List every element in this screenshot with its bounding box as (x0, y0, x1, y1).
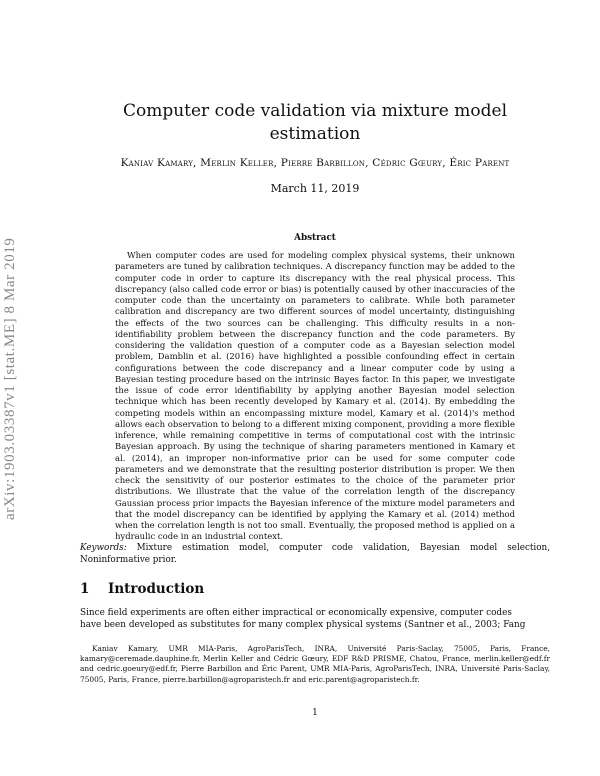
abstract-body: When computer codes are used for modeling complex physical systems, their unknown parameters are tuned by calibration techniques. A discrepancy function may be added to the computer code in order to capture its discrepancy with the real physical process. This discrepancy (also called code error or bias) is potentially caused by other inaccuracies of the computer code than the uncertainty on parameters to calibrate. While both parameter calibration and discrepancy are two different sources of model uncertainty, distinguishing the effects of the two sources can be challenging. This difficulty results in a non-identifiability problem between the discrepancy function and the code parameters. By considering the validation question of a computer code as a Bayesian selection model problem, Damblin et al. (2016) have highlighted a possible confounding effect in certain configurations between the code discrepancy and a linear computer code by using a Bayesian testing procedure based on the intrinsic Bayes factor. In this paper, we investigate the issue of code error identifiability by applying another Bayesian model selection technique which has been recently developed by Kamary et al. (2014). By embedding the competing models within an encompassing mixture model, Kamary et al. (2014)'s method allows each observation to belong to a different mixing component, providing a more flexible inference, while remaining competitive in terms of computational cost with the intrinsic Bayesian approach. By using the technique of sharing parameters mentioned in Kamary et al. (2014), an improper non-informative prior can be used for some computer code parameters and we demonstrate that the resulting posterior distribution is proper. We then check the sensitivity of our posterior estimates to the choice of the parameter prior distributions. We illustrate that the value of the correlation length of the discrepancy Gaussian process prior impacts the Bayesian inference of the mixture model parameters and that the model discrepancy can be identified by applying the Kamary et al. (2014) method when the correlation length is not too small. Eventually, the proposed method is applied on a hydraulic code in an industrial context. (115, 250, 515, 542)
abstract-heading: Abstract (294, 233, 336, 243)
introduction-body (80, 607, 550, 631)
keywords-label: Keywords: (80, 543, 127, 553)
keywords-paragraph (80, 542, 550, 566)
section-heading-introduction (80, 581, 204, 597)
publication-date: March 11, 2019 (270, 182, 360, 195)
page-number: 1 (312, 708, 318, 718)
author-list: Kaniav Kamary, Merlin Keller, Pierre Barbillon, Cédric Gœury, Éric Parent (120, 157, 510, 169)
section-title: Introduction (108, 581, 205, 597)
intro-line: Since field experiments are often either impractical or economically expensive, computer codes (80, 608, 512, 618)
intro-line: have been developed as substitutes for many complex physical systems (Santner et al., 2003; Fang (80, 620, 526, 630)
keywords-text: Mixture estimation model, computer code validation, Bayesian model selection, Noninformative prior. (80, 543, 551, 565)
author-affiliation-footnote: Kaniav Kamary, UMR MIA-Paris, AgroParisTech, INRA, Université Paris-Saclay, 75005, Paris, France, kamary@ceremade.dauphine.fr, Merlin Keller and Cédric Gœury, EDF R&D PRISME, Chatou, France, merlin.keller@edf.fr and cedric.goeury@edf.fr, Pierre Barbillon and Éric Parent, UMR MIA-Paris, AgroParisTech, INRA, Université Paris-Saclay, 75005, Paris, France, pierre.barbillon@agroparistech.fr and eric.parent@agroparistech.fr. (80, 644, 550, 684)
section-number: 1 (80, 581, 90, 597)
arxiv-identifier-stamp: arXiv:1903.03387v1 [stat.ME] 8 Mar 2019 (2, 237, 18, 520)
paper-title: Computer code validation via mixture model estimation (122, 101, 508, 144)
